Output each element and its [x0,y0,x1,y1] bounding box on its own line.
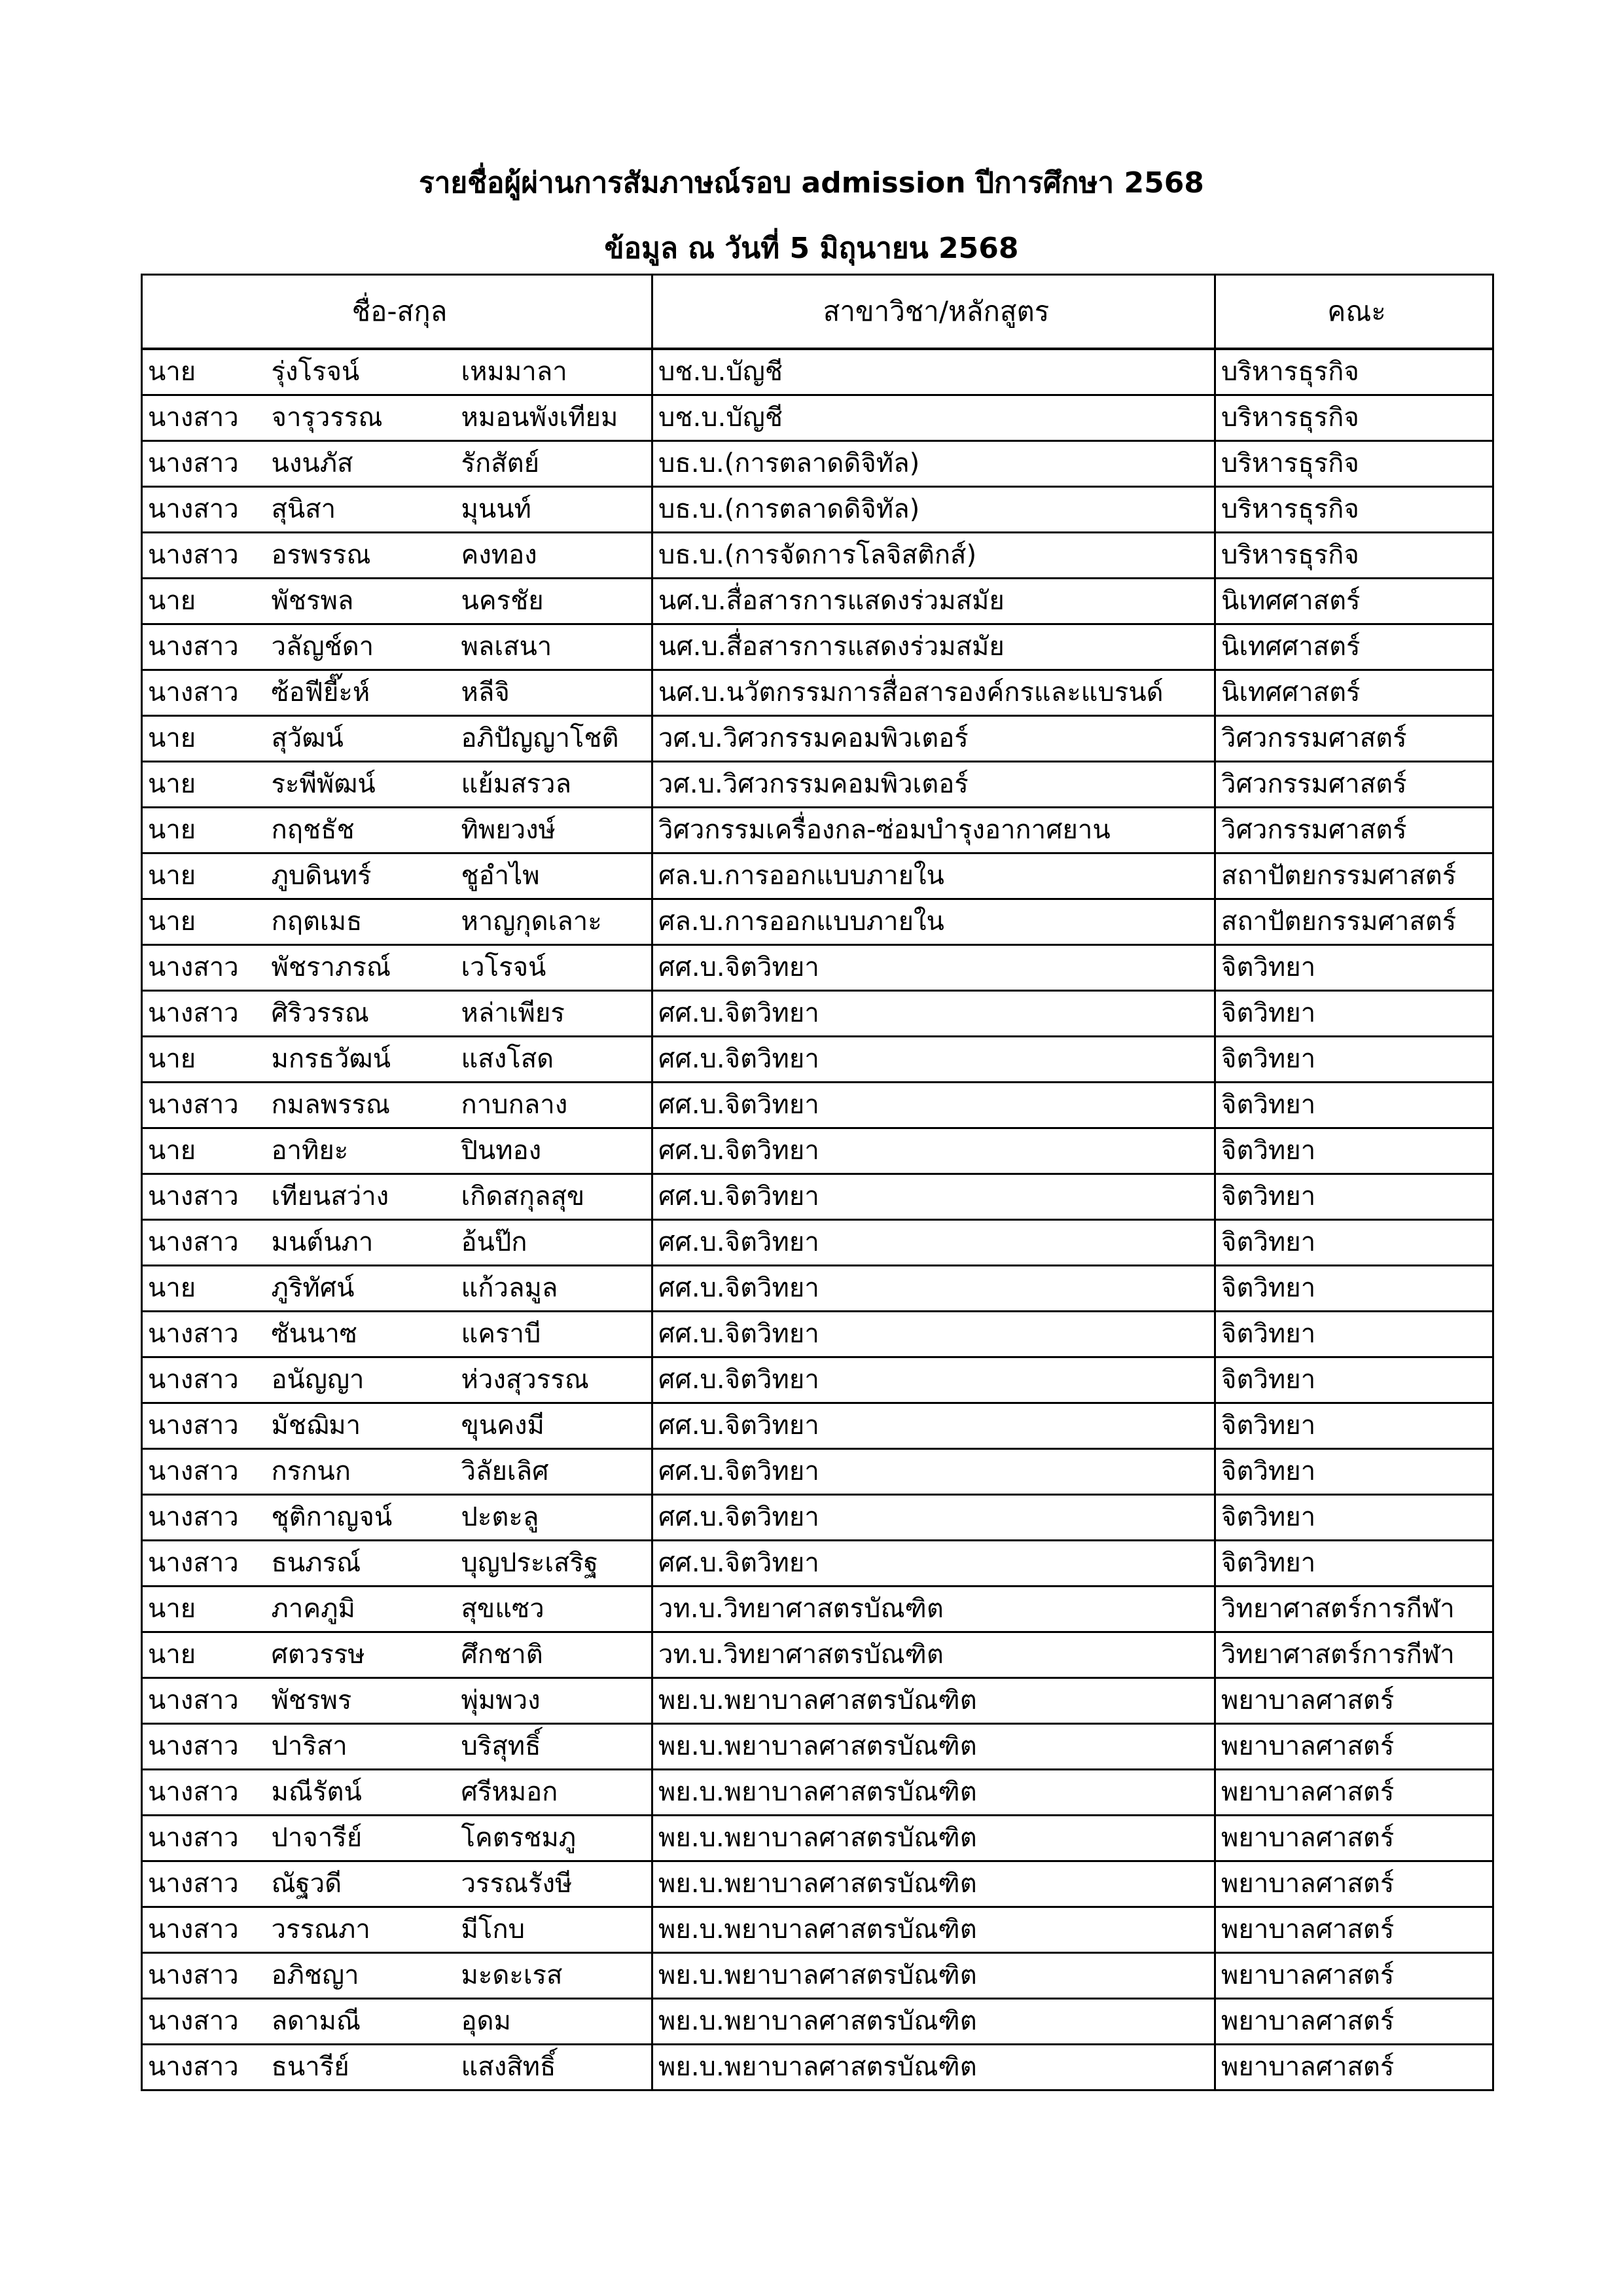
table-row [142,1037,1493,1083]
cell-last-name: แสงสิทธิ์ [456,2045,652,2090]
cell-faculty: วิศวกรรมศาสตร์ [1215,716,1493,762]
cell-last-name: โคตรชมภู [456,1816,652,1861]
cell-faculty: พยาบาลศาสตร์ [1215,1861,1493,1907]
cell-first-name: จารุวรรณ [266,395,456,441]
cell-faculty: พยาบาลศาสตร์ [1215,1953,1493,1999]
cell-title: นาย [142,1037,266,1083]
cell-title: นาย [142,579,266,624]
cell-faculty: จิตวิทยา [1215,1266,1493,1312]
cell-last-name: ทิพยวงษ์ [456,808,652,853]
cell-first-name: ธนารีย์ [266,2045,456,2090]
table-row [142,624,1493,670]
cell-first-name: อาทิยะ [266,1128,456,1174]
cell-faculty: นิเทศศาสตร์ [1215,579,1493,624]
header-program: สาขาวิชา/หลักสูตร [652,275,1215,350]
cell-program: พย.บ.พยาบาลศาสตรบัณฑิต [652,1770,1215,1816]
cell-title: นางสาว [142,1174,266,1220]
cell-last-name: นครชัย [456,579,652,624]
cell-faculty: จิตวิทยา [1215,1403,1493,1449]
cell-first-name: ซันนาซ [266,1312,456,1357]
cell-title: นางสาว [142,1403,266,1449]
cell-faculty: จิตวิทยา [1215,945,1493,991]
document-subtitle: ข้อมูล ณ วันที่ 5 มิถุนายน 2568 [604,232,1019,265]
cell-faculty: จิตวิทยา [1215,1220,1493,1266]
cell-faculty: จิตวิทยา [1215,1128,1493,1174]
cell-title: นางสาว [142,945,266,991]
table-row [142,1678,1493,1724]
cell-program: นศ.บ.สื่อสารการแสดงร่วมสมัย [652,579,1215,624]
cell-title: นางสาว [142,1678,266,1724]
cell-first-name: ธนภรณ์ [266,1541,456,1587]
cell-first-name: มกรธวัฒน์ [266,1037,456,1083]
cell-program: ศศ.บ.จิตวิทยา [652,1357,1215,1403]
cell-last-name: วรรณรังษี [456,1861,652,1907]
cell-faculty: วิทยาศาสตร์การกีฬา [1215,1632,1493,1678]
cell-program: ศศ.บ.จิตวิทยา [652,1449,1215,1495]
table-row [142,899,1493,945]
cell-first-name: มัชฌิมา [266,1403,456,1449]
cell-title: นางสาว [142,2045,266,2090]
cell-title: นาย [142,349,266,395]
cell-faculty: สถาปัตยกรรมศาสตร์ [1215,899,1493,945]
cell-last-name: มุนนท์ [456,487,652,533]
table-row [142,579,1493,624]
cell-faculty: พยาบาลศาสตร์ [1215,2045,1493,2090]
table-body [142,349,1493,2090]
cell-title: นางสาว [142,670,266,716]
cell-program: ศศ.บ.จิตวิทยา [652,1266,1215,1312]
cell-title: นางสาว [142,1770,266,1816]
cell-first-name: พัชรพล [266,579,456,624]
cell-program: ศล.บ.การออกแบบภายใน [652,853,1215,899]
cell-last-name: กาบกลาง [456,1083,652,1128]
cell-title: นางสาว [142,1861,266,1907]
cell-title: นาย [142,1128,266,1174]
cell-program: บธ.บ.(การตลาดดิจิทัล) [652,441,1215,487]
cell-program: บธ.บ.(การตลาดดิจิทัล) [652,487,1215,533]
table-row [142,533,1493,579]
cell-faculty: จิตวิทยา [1215,1357,1493,1403]
table-row [142,991,1493,1037]
cell-faculty: จิตวิทยา [1215,1312,1493,1357]
cell-last-name: พุ่มพวง [456,1678,652,1724]
cell-faculty: พยาบาลศาสตร์ [1215,1999,1493,2045]
table-row [142,808,1493,853]
table-row [142,1724,1493,1770]
table-row [142,1770,1493,1816]
cell-faculty: จิตวิทยา [1215,1495,1493,1541]
table-row [142,1220,1493,1266]
cell-faculty: พยาบาลศาสตร์ [1215,1770,1493,1816]
cell-faculty: นิเทศศาสตร์ [1215,624,1493,670]
cell-title: นางสาว [142,991,266,1037]
cell-faculty: บริหารธุรกิจ [1215,487,1493,533]
cell-program: นศ.บ.สื่อสารการแสดงร่วมสมัย [652,624,1215,670]
table-row [142,1953,1493,1999]
cell-faculty: จิตวิทยา [1215,1541,1493,1587]
table-row [142,1495,1493,1541]
cell-faculty: จิตวิทยา [1215,1174,1493,1220]
table-row [142,2045,1493,2090]
cell-last-name: วิลัยเลิศ [456,1449,652,1495]
cell-last-name: หาญกุดเลาะ [456,899,652,945]
cell-last-name: ศึกชาติ [456,1632,652,1678]
cell-faculty: บริหารธุรกิจ [1215,395,1493,441]
cell-title: นาย [142,1587,266,1632]
cell-title: นางสาว [142,1816,266,1861]
cell-first-name: เทียนสว่าง [266,1174,456,1220]
cell-faculty: พยาบาลศาสตร์ [1215,1816,1493,1861]
cell-last-name: แคราบี [456,1312,652,1357]
cell-faculty: สถาปัตยกรรมศาสตร์ [1215,853,1493,899]
table-row [142,395,1493,441]
cell-last-name: เกิดสกุลสุข [456,1174,652,1220]
cell-faculty: จิตวิทยา [1215,1083,1493,1128]
table-row [142,716,1493,762]
cell-first-name: นงนภัส [266,441,456,487]
cell-title: นาย [142,808,266,853]
cell-first-name: ชุติกาญจน์ [266,1495,456,1541]
cell-faculty: วิศวกรรมศาสตร์ [1215,762,1493,808]
cell-program: พย.บ.พยาบาลศาสตรบัณฑิต [652,1999,1215,2045]
cell-title: นางสาว [142,441,266,487]
cell-program: ศศ.บ.จิตวิทยา [652,1128,1215,1174]
cell-program: บช.บ.บัญชี [652,395,1215,441]
cell-first-name: สุนิสา [266,487,456,533]
table-row [142,1541,1493,1587]
cell-title: นางสาว [142,1083,266,1128]
cell-program: พย.บ.พยาบาลศาสตรบัณฑิต [652,1861,1215,1907]
cell-faculty: จิตวิทยา [1215,991,1493,1037]
table-row [142,1174,1493,1220]
cell-title: นางสาว [142,1999,266,2045]
cell-title: นางสาว [142,487,266,533]
cell-program: พย.บ.พยาบาลศาสตรบัณฑิต [652,1953,1215,1999]
cell-program: บช.บ.บัญชี [652,349,1215,395]
cell-first-name: ศตวรรษ [266,1632,456,1678]
cell-title: นาย [142,899,266,945]
cell-program: ศศ.บ.จิตวิทยา [652,1083,1215,1128]
cell-program: วศ.บ.วิศวกรรมคอมพิวเตอร์ [652,762,1215,808]
document-title: รายชื่อผู้ผ่านการสัมภาษณ์รอบ admission ปีการศึกษา 2568 [419,166,1204,200]
cell-program: ศศ.บ.จิตวิทยา [652,1541,1215,1587]
cell-program: พย.บ.พยาบาลศาสตรบัณฑิต [652,1678,1215,1724]
cell-last-name: สุขแซว [456,1587,652,1632]
cell-title: นาย [142,762,266,808]
cell-first-name: วรรณภา [266,1907,456,1953]
cell-first-name: ศิริวรรณ [266,991,456,1037]
table-row [142,1861,1493,1907]
cell-faculty: พยาบาลศาสตร์ [1215,1724,1493,1770]
table-row [142,1312,1493,1357]
cell-first-name: วลัญช์ดา [266,624,456,670]
cell-first-name: ปาจารีย์ [266,1816,456,1861]
cell-last-name: หลีจิ [456,670,652,716]
cell-faculty: พยาบาลศาสตร์ [1215,1678,1493,1724]
table-row [142,945,1493,991]
cell-faculty: จิตวิทยา [1215,1449,1493,1495]
cell-faculty: บริหารธุรกิจ [1215,441,1493,487]
cell-program: พย.บ.พยาบาลศาสตรบัณฑิต [652,1907,1215,1953]
cell-program: ศศ.บ.จิตวิทยา [652,1220,1215,1266]
table-row [142,487,1493,533]
cell-title: นางสาว [142,533,266,579]
cell-last-name: บุญประเสริฐ [456,1541,652,1587]
cell-title: นางสาว [142,1907,266,1953]
cell-last-name: อ้นป๊ก [456,1220,652,1266]
cell-first-name: ปาริสา [266,1724,456,1770]
cell-last-name: บริสุทธิ์ [456,1724,652,1770]
cell-last-name: ศรีหมอก [456,1770,652,1816]
cell-title: นางสาว [142,1449,266,1495]
cell-faculty: วิศวกรรมศาสตร์ [1215,808,1493,853]
cell-title: นางสาว [142,395,266,441]
cell-program: ศศ.บ.จิตวิทยา [652,1174,1215,1220]
table-row [142,1816,1493,1861]
cell-last-name: หล่าเพียร [456,991,652,1037]
cell-program: ศศ.บ.จิตวิทยา [652,1495,1215,1541]
cell-title: นางสาว [142,624,266,670]
cell-last-name: แก้วลมูล [456,1266,652,1312]
cell-first-name: พัชราภรณ์ [266,945,456,991]
cell-title: นางสาว [142,1312,266,1357]
cell-first-name: อรพรรณ [266,533,456,579]
cell-last-name: หมอนพังเทียม [456,395,652,441]
cell-last-name: ชูอำไพ [456,853,652,899]
cell-title: นางสาว [142,1495,266,1541]
table-header-row [142,275,1493,350]
cell-faculty: บริหารธุรกิจ [1215,533,1493,579]
table-row [142,1449,1493,1495]
cell-first-name: อนัญญา [266,1357,456,1403]
cell-first-name: มนต์นภา [266,1220,456,1266]
cell-faculty: บริหารธุรกิจ [1215,349,1493,395]
table-row [142,1403,1493,1449]
cell-title: นางสาว [142,1953,266,1999]
cell-first-name: ภาคภูมิ [266,1587,456,1632]
table-row [142,1128,1493,1174]
cell-program: ศศ.บ.จิตวิทยา [652,945,1215,991]
cell-last-name: อุดม [456,1999,652,2045]
cell-first-name: กรกนก [266,1449,456,1495]
table-row [142,1632,1493,1678]
cell-program: พย.บ.พยาบาลศาสตรบัณฑิต [652,2045,1215,2090]
table-row [142,1587,1493,1632]
cell-first-name: ระพีพัฒน์ [266,762,456,808]
cell-last-name: เวโรจน์ [456,945,652,991]
cell-title: นางสาว [142,1220,266,1266]
cell-title: นาย [142,853,266,899]
cell-program: ศล.บ.การออกแบบภายใน [652,899,1215,945]
cell-last-name: อภิปัญญาโชติ [456,716,652,762]
cell-program: ศศ.บ.จิตวิทยา [652,991,1215,1037]
cell-first-name: ซ้อฟียี๊ะห์ [266,670,456,716]
table-row [142,349,1493,395]
table-row [142,1999,1493,2045]
cell-last-name: ขุนคงมี [456,1403,652,1449]
cell-title: นาย [142,716,266,762]
table-row [142,1907,1493,1953]
cell-first-name: อภิชญา [266,1953,456,1999]
header-faculty: คณะ [1215,275,1493,350]
cell-last-name: มะดะเรส [456,1953,652,1999]
cell-last-name: คงทอง [456,533,652,579]
cell-faculty: นิเทศศาสตร์ [1215,670,1493,716]
cell-first-name: กมลพรรณ [266,1083,456,1128]
cell-title: นาย [142,1266,266,1312]
cell-first-name: กฤชธัช [266,808,456,853]
cell-faculty: พยาบาลศาสตร์ [1215,1907,1493,1953]
cell-first-name: รุ่งโรจน์ [266,349,456,395]
table-row [142,670,1493,716]
cell-program: บธ.บ.(การจัดการโลจิสติกส์) [652,533,1215,579]
cell-last-name: รักสัตย์ [456,441,652,487]
cell-faculty: วิทยาศาสตร์การกีฬา [1215,1587,1493,1632]
table-row [142,1083,1493,1128]
cell-last-name: เหมมาลา [456,349,652,395]
cell-program: ศศ.บ.จิตวิทยา [652,1312,1215,1357]
admission-table [141,274,1494,2091]
cell-title: นางสาว [142,1357,266,1403]
table-row [142,441,1493,487]
cell-last-name: แย้มสรวล [456,762,652,808]
cell-program: วท.บ.วิทยาศาสตรบัณฑิต [652,1632,1215,1678]
cell-program: วิศวกรรมเครื่องกล-ซ่อมบำรุงอากาศยาน [652,808,1215,853]
cell-title: นางสาว [142,1541,266,1587]
cell-title: นางสาว [142,1724,266,1770]
cell-first-name: สุวัฒน์ [266,716,456,762]
cell-last-name: พลเสนา [456,624,652,670]
header-name: ชื่อ-สกุล [142,275,652,350]
cell-title: นาย [142,1632,266,1678]
table-row [142,1357,1493,1403]
cell-program: พย.บ.พยาบาลศาสตรบัณฑิต [652,1816,1215,1861]
cell-first-name: กฤตเมธ [266,899,456,945]
cell-program: นศ.บ.นวัตกรรมการสื่อสารองค์กรและแบรนด์ [652,670,1215,716]
cell-first-name: พัชรพร [266,1678,456,1724]
cell-last-name: ห่วงสุวรรณ [456,1357,652,1403]
cell-program: ศศ.บ.จิตวิทยา [652,1037,1215,1083]
cell-first-name: ภูบดินทร์ [266,853,456,899]
table-row [142,853,1493,899]
cell-first-name: ลดามณี [266,1999,456,2045]
cell-last-name: ปะตะลู [456,1495,652,1541]
table-row [142,762,1493,808]
cell-program: วท.บ.วิทยาศาสตรบัณฑิต [652,1587,1215,1632]
cell-program: ศศ.บ.จิตวิทยา [652,1403,1215,1449]
cell-last-name: มีโกบ [456,1907,652,1953]
cell-last-name: แสงโสด [456,1037,652,1083]
cell-program: วศ.บ.วิศวกรรมคอมพิวเตอร์ [652,716,1215,762]
cell-last-name: ปินทอง [456,1128,652,1174]
cell-faculty: จิตวิทยา [1215,1037,1493,1083]
cell-program: พย.บ.พยาบาลศาสตรบัณฑิต [652,1724,1215,1770]
cell-first-name: มณีรัตน์ [266,1770,456,1816]
table-row [142,1266,1493,1312]
cell-first-name: ภูริทัศน์ [266,1266,456,1312]
cell-first-name: ณัฐวดี [266,1861,456,1907]
